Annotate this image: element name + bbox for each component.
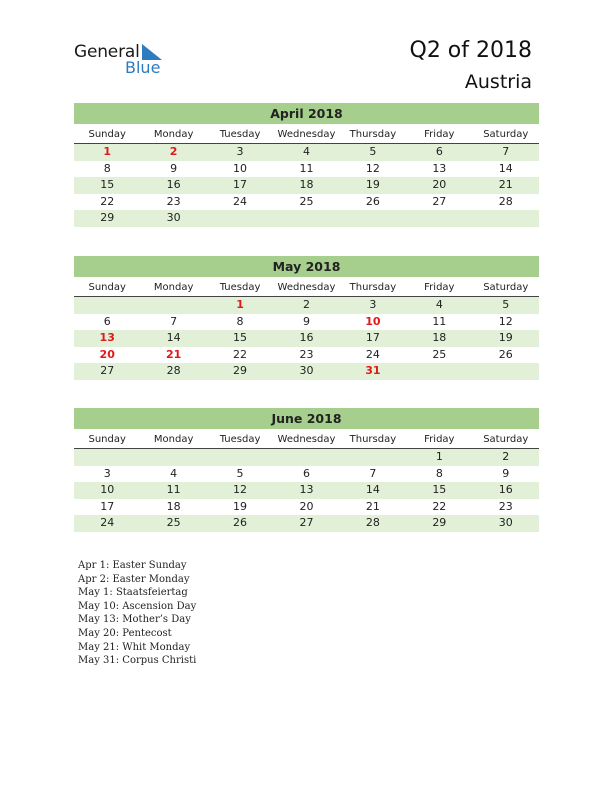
day-cell: 24 (100, 516, 115, 529)
week-row (74, 314, 539, 331)
day-cell: 6 (302, 466, 310, 480)
day-cell: 12 (365, 161, 380, 175)
day-cell: 2 (302, 298, 310, 311)
day-cell: 5 (502, 298, 510, 311)
weekday-label: Saturday (483, 282, 529, 293)
day-cell: 17 (365, 331, 380, 344)
day-cell: 23 (166, 194, 181, 208)
day-cell: 9 (302, 314, 310, 328)
day-cell: 19 (365, 178, 380, 191)
day-cell (74, 297, 140, 314)
weekday-label: Monday (153, 282, 194, 293)
weekday-label: Sunday (88, 434, 126, 445)
day-cell: 16 (498, 483, 513, 496)
day-cell: 17 (233, 178, 248, 191)
day-cell: 25 (432, 347, 447, 361)
day-cell: 19 (233, 499, 248, 513)
day-cell (74, 449, 140, 466)
day-cell: 21 (165, 347, 182, 361)
day-cell: 1 (236, 298, 244, 311)
day-cell: 29 (233, 364, 248, 377)
week-row (74, 347, 539, 364)
weekday-label: Thursday (349, 129, 397, 140)
day-cell: 9 (170, 161, 178, 175)
day-cell: 5 (369, 145, 377, 158)
day-cell: 28 (498, 194, 513, 208)
month-calendar-may (74, 256, 539, 380)
day-cell: 23 (498, 499, 513, 513)
day-cell: 31 (365, 364, 381, 377)
day-cell: 2 (502, 450, 510, 463)
logo-blue-text: Blue (125, 58, 161, 77)
weekday-label: Sunday (88, 282, 126, 293)
day-cell: 30 (498, 516, 513, 529)
day-cell: 1 (103, 145, 112, 158)
day-cell: 8 (103, 161, 111, 175)
weekday-label: Sunday (88, 129, 126, 140)
day-cell: 11 (166, 483, 181, 496)
week-row (74, 515, 539, 532)
month-header: May 2018 (74, 256, 539, 277)
week-row (74, 144, 539, 161)
weekday-label: Thursday (349, 434, 397, 445)
day-cell (406, 363, 472, 380)
country-name: Austria (464, 71, 532, 93)
day-cell: 10 (233, 161, 248, 175)
day-cell: 26 (365, 194, 380, 208)
day-cell: 18 (432, 331, 447, 344)
holiday-item: May 31: Corpus Christi (78, 655, 197, 667)
day-cell (140, 297, 206, 314)
week-row (74, 161, 539, 178)
day-cell: 10 (100, 483, 115, 496)
day-cell: 27 (432, 194, 447, 208)
day-cell: 7 (502, 145, 510, 158)
weekday-header-row (74, 126, 539, 144)
month-header: June 2018 (74, 408, 539, 429)
weekday-label: Saturday (483, 129, 529, 140)
day-cell: 16 (299, 331, 314, 344)
day-cell: 7 (170, 314, 178, 328)
week-row (74, 499, 539, 516)
day-cell: 13 (299, 483, 314, 496)
holiday-item: May 20: Pentecost (78, 627, 172, 639)
day-cell (273, 210, 339, 227)
weekday-label: Friday (424, 129, 455, 140)
weekday-label: Saturday (483, 434, 529, 445)
day-cell: 3 (103, 466, 111, 480)
day-cell: 11 (432, 314, 447, 328)
weekday-label: Tuesday (219, 434, 261, 445)
day-cell: 25 (166, 516, 181, 529)
holiday-item: May 10: Ascension Day (78, 600, 197, 612)
day-cell: 2 (169, 145, 178, 158)
day-cell: 22 (432, 499, 447, 513)
day-cell: 21 (498, 178, 513, 191)
day-cell: 10 (365, 314, 381, 328)
day-cell: 4 (435, 298, 443, 311)
day-cell (340, 449, 406, 466)
weekday-label: Friday (424, 434, 455, 445)
holiday-item: May 21: Whit Monday (78, 641, 191, 653)
week-row (74, 363, 539, 380)
week-row (74, 449, 539, 466)
day-cell: 20 (299, 499, 314, 513)
day-cell: 17 (100, 499, 115, 513)
day-cell: 28 (365, 516, 380, 529)
weekday-header-row (74, 431, 539, 449)
day-cell: 25 (299, 194, 314, 208)
day-cell: 14 (365, 483, 380, 496)
day-cell: 29 (432, 516, 447, 529)
day-cell: 18 (299, 178, 314, 191)
day-cell: 27 (299, 516, 314, 529)
weekday-label: Friday (424, 282, 455, 293)
day-cell: 9 (502, 466, 510, 480)
day-cell: 15 (233, 331, 248, 344)
logo-general-text: General (74, 42, 140, 62)
day-cell: 4 (302, 145, 310, 158)
month-calendar-june (74, 408, 539, 532)
holiday-item: Apr 1: Easter Sunday (78, 560, 187, 571)
day-cell: 26 (233, 516, 248, 529)
weekday-label: Wednesday (277, 129, 336, 140)
day-cell (207, 449, 273, 466)
day-cell: 8 (236, 314, 244, 328)
day-cell: 3 (369, 298, 377, 311)
day-cell (340, 210, 406, 227)
holiday-item: May 13: Mother’s Day (78, 614, 191, 626)
day-cell (140, 449, 206, 466)
day-cell (473, 210, 539, 227)
week-row (74, 177, 539, 194)
day-cell: 22 (100, 194, 115, 208)
holiday-item: May 1: Staatsfeiertag (78, 587, 188, 599)
month-header: April 2018 (74, 103, 539, 124)
weekday-label: Monday (153, 434, 194, 445)
day-cell: 24 (233, 194, 248, 208)
day-cell: 4 (170, 466, 178, 480)
day-cell: 29 (100, 211, 115, 224)
day-cell: 20 (432, 178, 447, 191)
day-cell: 5 (236, 466, 244, 480)
day-cell: 15 (100, 178, 115, 191)
day-cell: 3 (236, 145, 244, 158)
day-cell (273, 449, 339, 466)
day-cell (406, 210, 472, 227)
day-cell: 16 (166, 178, 181, 191)
day-cell (473, 363, 539, 380)
day-cell: 13 (99, 331, 115, 344)
week-row (74, 297, 539, 314)
weekday-label: Wednesday (277, 434, 336, 445)
weekday-label: Tuesday (219, 282, 261, 293)
weekday-label: Tuesday (219, 129, 261, 140)
day-cell: 24 (365, 347, 380, 361)
week-row (74, 210, 539, 227)
page-title: Q2 of 2018 (409, 38, 532, 63)
day-cell: 28 (166, 364, 181, 377)
day-cell: 12 (498, 314, 513, 328)
weekday-label: Monday (153, 129, 194, 140)
day-cell: 15 (432, 483, 447, 496)
day-cell (207, 210, 273, 227)
day-cell: 19 (498, 331, 513, 344)
day-cell: 11 (299, 161, 314, 175)
day-cell: 7 (369, 466, 377, 480)
holiday-list (78, 559, 196, 668)
logo (74, 42, 174, 78)
week-row (74, 194, 539, 211)
weekday-header-row (74, 279, 539, 297)
week-row (74, 466, 539, 483)
day-cell: 6 (103, 314, 111, 328)
week-row (74, 330, 539, 347)
day-cell: 30 (166, 211, 181, 224)
day-cell: 12 (233, 483, 248, 496)
day-cell: 8 (435, 466, 443, 480)
day-cell: 14 (166, 331, 181, 344)
day-cell: 30 (299, 364, 314, 377)
day-cell: 14 (498, 161, 513, 175)
day-cell: 26 (498, 347, 513, 361)
day-cell: 23 (299, 347, 314, 361)
day-cell: 18 (166, 499, 181, 513)
week-row (74, 482, 539, 499)
day-cell: 21 (365, 499, 380, 513)
weekday-label: Wednesday (277, 282, 336, 293)
day-cell: 1 (435, 450, 443, 463)
day-cell: 20 (99, 347, 115, 361)
holiday-item: Apr 2: Easter Monday (78, 573, 190, 585)
weekday-label: Thursday (349, 282, 397, 293)
day-cell: 22 (233, 347, 248, 361)
month-calendar-april (74, 103, 539, 227)
day-cell: 6 (435, 145, 443, 158)
day-cell: 13 (432, 161, 447, 175)
day-cell: 27 (100, 364, 115, 377)
